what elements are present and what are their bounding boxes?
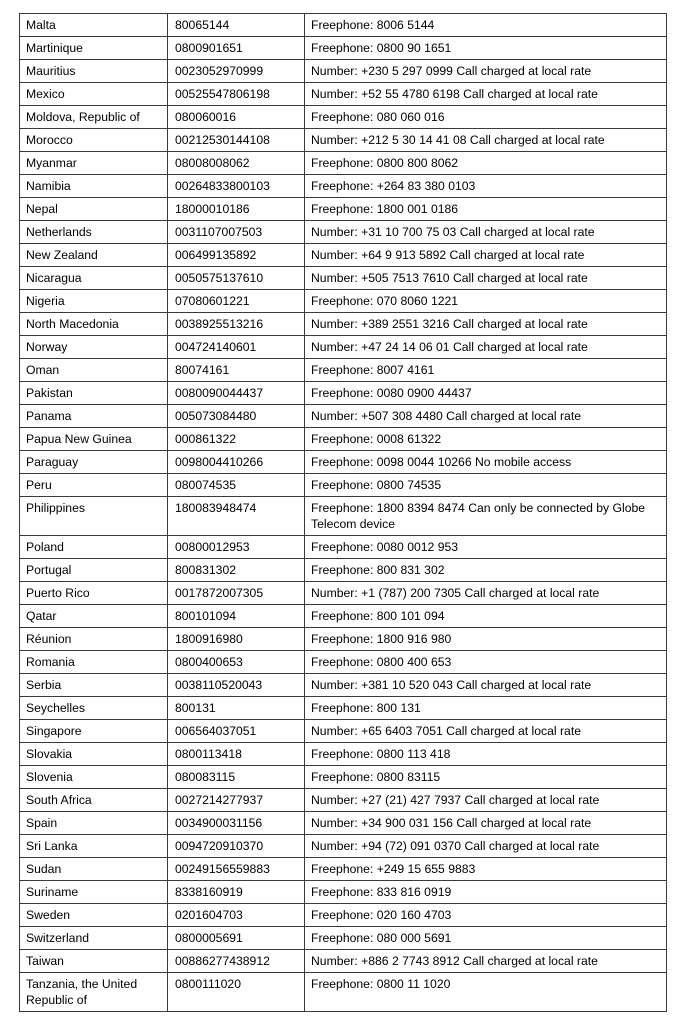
country-cell: Spain bbox=[20, 812, 168, 835]
country-cell: Portugal bbox=[20, 559, 168, 582]
access-number-cell: 0027214277937 bbox=[168, 789, 305, 812]
country-cell: Qatar bbox=[20, 605, 168, 628]
number-details-cell: Freephone: 020 160 4703 bbox=[305, 904, 667, 927]
number-details-cell: Freephone: 080 060 016 bbox=[305, 106, 667, 129]
access-number-cell: 800131 bbox=[168, 697, 305, 720]
access-number-cell: 8338160919 bbox=[168, 881, 305, 904]
country-cell: Pakistan bbox=[20, 382, 168, 405]
access-number-cell: 07080601221 bbox=[168, 290, 305, 313]
table-row bbox=[20, 428, 667, 451]
table-row bbox=[20, 697, 667, 720]
number-details-cell: Freephone: 0098 0044 10266 No mobile access bbox=[305, 451, 667, 474]
number-details-cell: Number: +886 2 7743 8912 Call charged at local rate bbox=[305, 950, 667, 973]
number-details-cell: Freephone: 8007 4161 bbox=[305, 359, 667, 382]
table-row bbox=[20, 766, 667, 789]
number-details-cell: Freephone: 0800 400 653 bbox=[305, 651, 667, 674]
access-number-cell: 00800012953 bbox=[168, 536, 305, 559]
number-details-cell: Freephone: 0800 83115 bbox=[305, 766, 667, 789]
country-cell: Nepal bbox=[20, 198, 168, 221]
number-details-cell: Number: +31 10 700 75 03 Call charged at local rate bbox=[305, 221, 667, 244]
table-row bbox=[20, 175, 667, 198]
table-row bbox=[20, 835, 667, 858]
number-details-cell: Freephone: 0800 800 8062 bbox=[305, 152, 667, 175]
table-row bbox=[20, 927, 667, 950]
number-details-cell: Freephone: 080 000 5691 bbox=[305, 927, 667, 950]
country-cell: Papua New Guinea bbox=[20, 428, 168, 451]
number-details-cell: Number: +34 900 031 156 Call charged at local rate bbox=[305, 812, 667, 835]
table-row bbox=[20, 881, 667, 904]
number-details-cell: Number: +64 9 913 5892 Call charged at local rate bbox=[305, 244, 667, 267]
table-row bbox=[20, 60, 667, 83]
number-details-cell: Number: +94 (72) 091 0370 Call charged at local rate bbox=[305, 835, 667, 858]
table-row bbox=[20, 267, 667, 290]
table-row bbox=[20, 221, 667, 244]
number-details-cell: Freephone: 0800 74535 bbox=[305, 474, 667, 497]
table-row bbox=[20, 244, 667, 267]
access-number-cell: 0201604703 bbox=[168, 904, 305, 927]
country-cell: Sudan bbox=[20, 858, 168, 881]
access-number-cell: 006499135892 bbox=[168, 244, 305, 267]
table-row bbox=[20, 152, 667, 175]
access-number-cell: 00212530144108 bbox=[168, 129, 305, 152]
number-details-cell: Number: +47 24 14 06 01 Call charged at local rate bbox=[305, 336, 667, 359]
access-number-cell: 0098004410266 bbox=[168, 451, 305, 474]
country-cell: New Zealand bbox=[20, 244, 168, 267]
table-row bbox=[20, 83, 667, 106]
table-row bbox=[20, 382, 667, 405]
number-details-cell: Number: +52 55 4780 6198 Call charged at local rate bbox=[305, 83, 667, 106]
country-cell: Nicaragua bbox=[20, 267, 168, 290]
access-number-cell: 0094720910370 bbox=[168, 835, 305, 858]
access-number-cell: 0038925513216 bbox=[168, 313, 305, 336]
access-number-cell: 80074161 bbox=[168, 359, 305, 382]
table-row bbox=[20, 497, 667, 536]
table-row bbox=[20, 743, 667, 766]
access-number-cell: 000861322 bbox=[168, 428, 305, 451]
access-number-cell: 0800005691 bbox=[168, 927, 305, 950]
access-number-cell: 0031107007503 bbox=[168, 221, 305, 244]
country-cell: Malta bbox=[20, 14, 168, 37]
country-cell: Taiwan bbox=[20, 950, 168, 973]
access-number-cell: 080074535 bbox=[168, 474, 305, 497]
number-details-cell: Freephone: 1800 916 980 bbox=[305, 628, 667, 651]
country-cell: Mexico bbox=[20, 83, 168, 106]
table-row bbox=[20, 628, 667, 651]
table-row bbox=[20, 904, 667, 927]
number-details-cell: Number: +381 10 520 043 Call charged at local rate bbox=[305, 674, 667, 697]
country-cell: Nigeria bbox=[20, 290, 168, 313]
table-row bbox=[20, 720, 667, 743]
access-number-cell: 00264833800103 bbox=[168, 175, 305, 198]
country-cell: Philippines bbox=[20, 497, 168, 536]
table-row bbox=[20, 674, 667, 697]
country-cell: Oman bbox=[20, 359, 168, 382]
number-details-cell: Freephone: 0800 11 1020 bbox=[305, 973, 667, 1012]
table-row bbox=[20, 290, 667, 313]
country-cell: Peru bbox=[20, 474, 168, 497]
country-cell: South Africa bbox=[20, 789, 168, 812]
country-cell: Slovakia bbox=[20, 743, 168, 766]
country-cell: Suriname bbox=[20, 881, 168, 904]
table-row bbox=[20, 973, 667, 1012]
country-cell: Namibia bbox=[20, 175, 168, 198]
table-row bbox=[20, 405, 667, 428]
table-row bbox=[20, 605, 667, 628]
country-cell: Paraguay bbox=[20, 451, 168, 474]
number-details-cell: Number: +27 (21) 427 7937 Call charged at local rate bbox=[305, 789, 667, 812]
table-row bbox=[20, 812, 667, 835]
table-row bbox=[20, 359, 667, 382]
country-cell: Réunion bbox=[20, 628, 168, 651]
country-cell: Tanzania, the United Republic of bbox=[20, 973, 168, 1012]
table-row bbox=[20, 582, 667, 605]
table-row bbox=[20, 451, 667, 474]
number-details-cell: Freephone: +249 15 655 9883 bbox=[305, 858, 667, 881]
country-cell: Martinique bbox=[20, 37, 168, 60]
table-row bbox=[20, 106, 667, 129]
access-number-cell: 0034900031156 bbox=[168, 812, 305, 835]
access-number-cell: 80065144 bbox=[168, 14, 305, 37]
access-number-cell: 006564037051 bbox=[168, 720, 305, 743]
number-details-cell: Freephone: 070 8060 1221 bbox=[305, 290, 667, 313]
number-details-cell: Number: +230 5 297 0999 Call charged at local rate bbox=[305, 60, 667, 83]
dial-in-numbers-table bbox=[19, 13, 667, 1012]
country-cell: Slovenia bbox=[20, 766, 168, 789]
country-cell: Netherlands bbox=[20, 221, 168, 244]
table-row bbox=[20, 559, 667, 582]
access-number-cell: 180083948474 bbox=[168, 497, 305, 536]
country-cell: Norway bbox=[20, 336, 168, 359]
access-number-cell: 800101094 bbox=[168, 605, 305, 628]
access-number-cell: 0080090044437 bbox=[168, 382, 305, 405]
country-cell: Singapore bbox=[20, 720, 168, 743]
access-number-cell: 08008008062 bbox=[168, 152, 305, 175]
number-details-cell: Freephone: 0080 0012 953 bbox=[305, 536, 667, 559]
country-cell: Myanmar bbox=[20, 152, 168, 175]
access-number-cell: 0050575137610 bbox=[168, 267, 305, 290]
table-row bbox=[20, 37, 667, 60]
access-number-cell: 0038110520043 bbox=[168, 674, 305, 697]
country-cell: Poland bbox=[20, 536, 168, 559]
access-number-cell: 0017872007305 bbox=[168, 582, 305, 605]
number-details-cell: Number: +505 7513 7610 Call charged at local rate bbox=[305, 267, 667, 290]
country-cell: Moldova, Republic of bbox=[20, 106, 168, 129]
access-number-cell: 004724140601 bbox=[168, 336, 305, 359]
number-details-cell: Number: +65 6403 7051 Call charged at local rate bbox=[305, 720, 667, 743]
table-body bbox=[20, 14, 667, 1012]
table-row bbox=[20, 336, 667, 359]
country-cell: Switzerland bbox=[20, 927, 168, 950]
table-row bbox=[20, 858, 667, 881]
number-details-cell: Number: +1 (787) 200 7305 Call charged at local rate bbox=[305, 582, 667, 605]
number-details-cell: Freephone: 833 816 0919 bbox=[305, 881, 667, 904]
table-row bbox=[20, 789, 667, 812]
access-number-cell: 0800400653 bbox=[168, 651, 305, 674]
number-details-cell: Freephone: +264 83 380 0103 bbox=[305, 175, 667, 198]
table-row bbox=[20, 474, 667, 497]
country-cell: Sweden bbox=[20, 904, 168, 927]
table-row bbox=[20, 14, 667, 37]
access-number-cell: 005073084480 bbox=[168, 405, 305, 428]
access-number-cell: 080083115 bbox=[168, 766, 305, 789]
table-row bbox=[20, 129, 667, 152]
access-number-cell: 0023052970999 bbox=[168, 60, 305, 83]
number-details-cell: Freephone: 800 831 302 bbox=[305, 559, 667, 582]
number-details-cell: Freephone: 0008 61322 bbox=[305, 428, 667, 451]
number-details-cell: Number: +212 5 30 14 41 08 Call charged at local rate bbox=[305, 129, 667, 152]
country-cell: Serbia bbox=[20, 674, 168, 697]
table-row bbox=[20, 950, 667, 973]
country-cell: Morocco bbox=[20, 129, 168, 152]
number-details-cell: Freephone: 0080 0900 44437 bbox=[305, 382, 667, 405]
country-cell: Sri Lanka bbox=[20, 835, 168, 858]
access-number-cell: 00249156559883 bbox=[168, 858, 305, 881]
access-number-cell: 080060016 bbox=[168, 106, 305, 129]
number-details-cell: Freephone: 1800 8394 8474 Can only be connected by Globe Telecom device bbox=[305, 497, 667, 536]
access-number-cell: 1800916980 bbox=[168, 628, 305, 651]
number-details-cell: Freephone: 800 101 094 bbox=[305, 605, 667, 628]
number-details-cell: Freephone: 8006 5144 bbox=[305, 14, 667, 37]
table-row bbox=[20, 651, 667, 674]
country-cell: Puerto Rico bbox=[20, 582, 168, 605]
access-number-cell: 00525547806198 bbox=[168, 83, 305, 106]
access-number-cell: 18000010186 bbox=[168, 198, 305, 221]
number-details-cell: Freephone: 800 131 bbox=[305, 697, 667, 720]
number-details-cell: Freephone: 0800 113 418 bbox=[305, 743, 667, 766]
country-cell: Panama bbox=[20, 405, 168, 428]
table-row bbox=[20, 536, 667, 559]
number-details-cell: Number: +507 308 4480 Call charged at local rate bbox=[305, 405, 667, 428]
table-row bbox=[20, 313, 667, 336]
access-number-cell: 0800111020 bbox=[168, 973, 305, 1012]
number-details-cell: Number: +389 2551 3216 Call charged at local rate bbox=[305, 313, 667, 336]
access-number-cell: 0800113418 bbox=[168, 743, 305, 766]
country-cell: Mauritius bbox=[20, 60, 168, 83]
access-number-cell: 800831302 bbox=[168, 559, 305, 582]
country-cell: Romania bbox=[20, 651, 168, 674]
country-cell: Seychelles bbox=[20, 697, 168, 720]
access-number-cell: 00886277438912 bbox=[168, 950, 305, 973]
country-cell: North Macedonia bbox=[20, 313, 168, 336]
number-details-cell: Freephone: 0800 90 1651 bbox=[305, 37, 667, 60]
access-number-cell: 0800901651 bbox=[168, 37, 305, 60]
number-details-cell: Freephone: 1800 001 0186 bbox=[305, 198, 667, 221]
table-row bbox=[20, 198, 667, 221]
